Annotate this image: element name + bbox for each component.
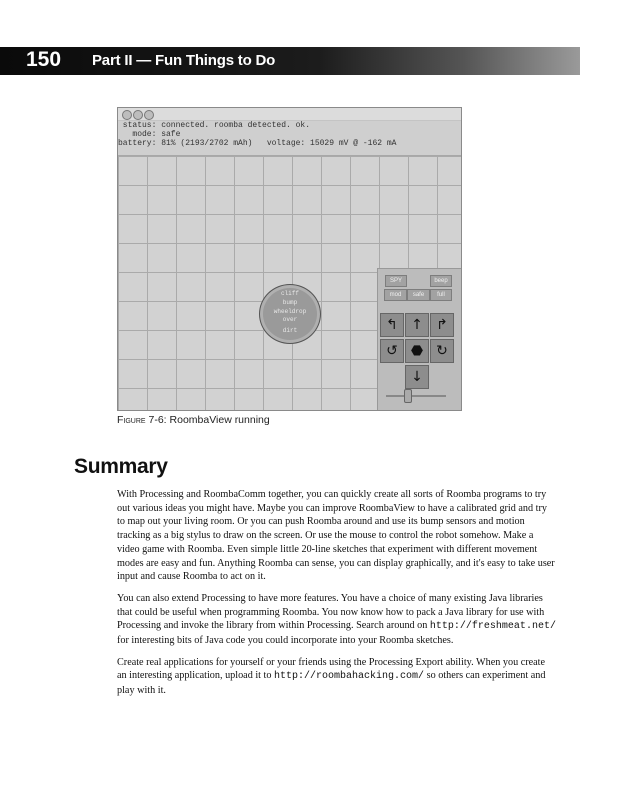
beep-button[interactable]: beep <box>430 275 452 287</box>
section-heading: Summary <box>74 455 168 478</box>
battery-line: battery: 81% (2193/2702 mAh) voltage: 15029 mV @ -162 mA <box>118 139 397 148</box>
paragraph: With Processing and RoombaComm together, you can quickly create all sorts of Roomba programs to try out various ideas you might have. Maybe you can improve RoombaView to have a calibrated grid and try to map out your living room. Or you can push Roomba around and use its bump sensors and motion tracking as a big stylus to draw on the screen. Or use the mouse to control the robot somehow. Make a video game with Roomba. Even simple little 20-line sketches that experiment with different movement modes are easy and fun. Anything Roomba can sense, you can display graphically, and it's easy to take user input and cause Roomba to act on it. <box>117 489 555 583</box>
cliff-label: cliff <box>280 290 299 297</box>
backward-arrow-icon[interactable]: ↓ <box>405 365 429 389</box>
part-title: Part II — Fun Things to Do <box>92 52 276 69</box>
figure-title: RoombaView running <box>169 414 270 426</box>
freshmeat-url: http://freshmeat.net/ <box>429 621 556 633</box>
zoom-window-icon <box>144 110 154 120</box>
wheeldrop-label: wheeldrop <box>273 308 307 315</box>
control-panel <box>377 268 462 411</box>
page-number: 150 <box>26 48 62 71</box>
minimize-window-icon <box>133 110 143 120</box>
full-button[interactable]: full <box>430 289 452 301</box>
figure-caption <box>117 414 270 426</box>
section-body <box>117 488 557 706</box>
rotate-left-icon[interactable]: ↺ <box>380 339 404 363</box>
over-label: over <box>282 316 298 323</box>
spin-right-forward-icon[interactable]: ↱ <box>430 313 454 337</box>
forward-arrow-icon[interactable]: ↑ <box>405 313 429 337</box>
dirt-label: dirt <box>282 327 298 334</box>
speed-slider-knob[interactable] <box>404 389 412 403</box>
stop-icon[interactable]: ⬣ <box>405 339 429 363</box>
close-window-icon <box>122 110 132 120</box>
roomba-icon <box>259 284 321 344</box>
roombahacking-url: http://roombahacking.com/ <box>274 671 425 683</box>
roombaview-screenshot <box>117 107 462 411</box>
bump-label: bump <box>282 299 298 306</box>
paragraph: Create real applications for yourself or your friends using the Processing Export ability. When you create an interesting application, upload it to http://roombahacking.com/ so others can experiment and play with it. <box>117 656 546 697</box>
window-titlebar <box>118 108 461 121</box>
spin-left-forward-icon[interactable]: ↰ <box>380 313 404 337</box>
paragraph: You can also extend Processing to have more features. You have a choice of many existing Java libraries that could be useful when programming Roomba. You now know how to pack a Java library for use with Processing and invoke the library from within Processing. Search around on http://freshmeat.net/ for interesting bits of Java code you could incorporate into your Roomba sketches. <box>117 592 556 647</box>
status-line: status: connected. roomba detected. ok. <box>118 121 311 130</box>
rotate-right-icon[interactable]: ↻ <box>430 339 454 363</box>
mode-button[interactable]: mod <box>384 289 407 301</box>
speed-slider-track[interactable] <box>386 395 446 397</box>
safe-button[interactable]: safe <box>407 289 430 301</box>
figure-label: Figure 7-6: <box>117 414 167 426</box>
mode-line: mode: safe <box>118 130 181 139</box>
spy-button[interactable]: SPY <box>385 275 407 287</box>
status-panel <box>118 121 461 156</box>
running-header <box>0 47 580 75</box>
